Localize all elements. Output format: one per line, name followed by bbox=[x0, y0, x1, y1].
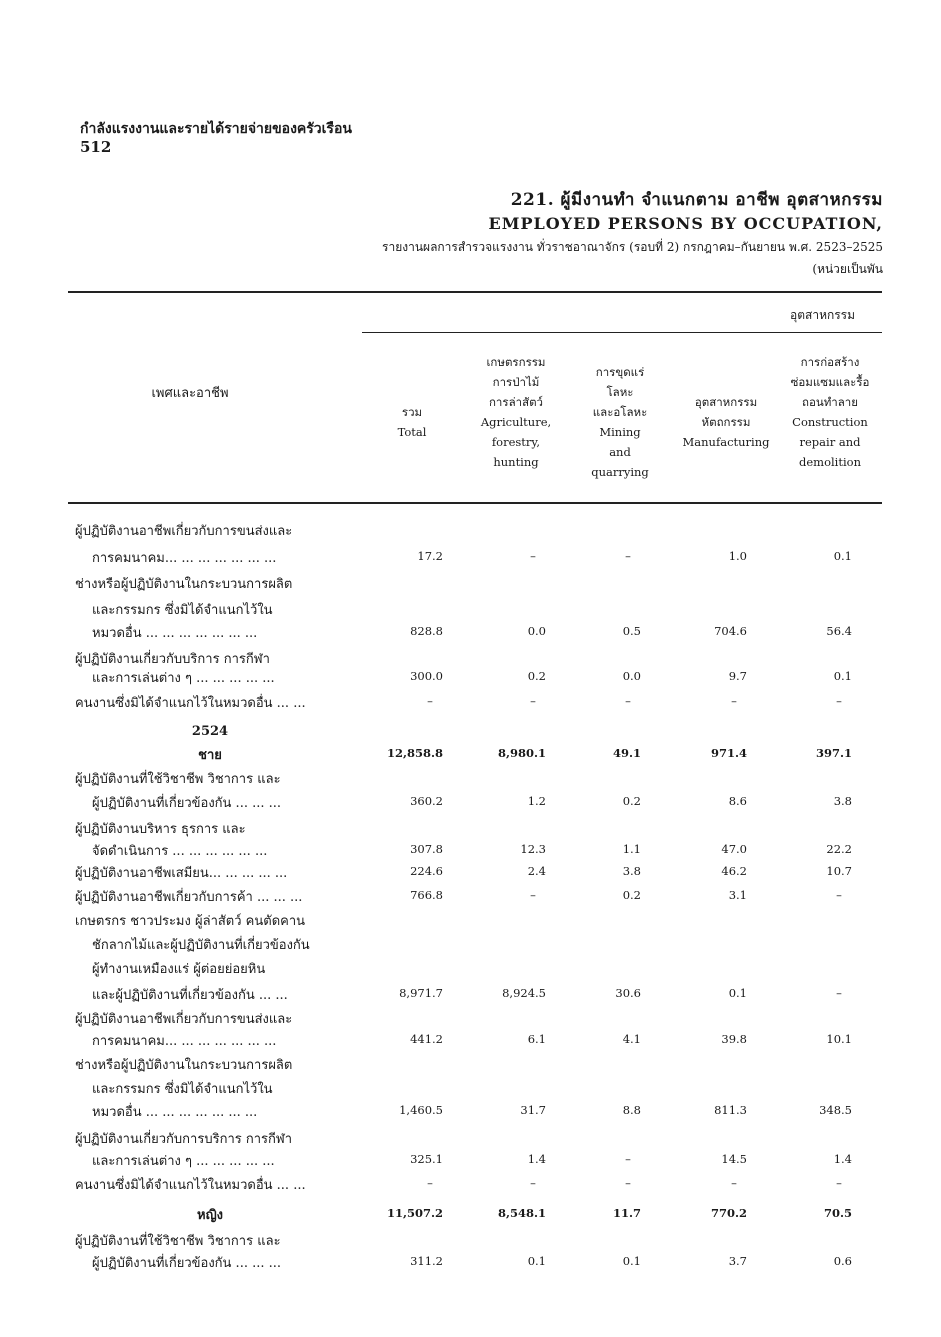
column-header-line: และอโลหะ bbox=[592, 405, 648, 419]
cell-mining: 0.5 bbox=[622, 624, 641, 638]
row-label: ผู้ปฏิบัติงานอาชีพเกี่ยวกับการขนส่งและ bbox=[75, 1012, 293, 1027]
cell-constr: 1.4 bbox=[833, 1152, 852, 1166]
cell-agri: – bbox=[530, 549, 536, 563]
cell-mining: – bbox=[625, 694, 631, 708]
row-label: ผู้ปฏิบัติงานเกี่ยวกับบริการ การกีฬา bbox=[75, 652, 270, 667]
cell-agri: 8,924.5 bbox=[502, 986, 546, 1000]
cell-total: 1,460.5 bbox=[399, 1103, 443, 1117]
cell-mining: 30.6 bbox=[615, 986, 641, 1000]
cell-total: – bbox=[427, 1176, 433, 1190]
row-label: หมวดอื่น ... ... ... ... ... ... ... bbox=[92, 1105, 258, 1120]
cell-agri: – bbox=[530, 1176, 536, 1190]
column-header-line: Construction bbox=[792, 415, 868, 429]
cell-agri: – bbox=[530, 694, 536, 708]
cell-total: 441.2 bbox=[410, 1032, 443, 1046]
cell-manuf: 0.1 bbox=[728, 986, 747, 1000]
row-label: ผู้ทำงานเหมืองแร่ ผู้ต่อยย่อยหิน bbox=[92, 962, 266, 977]
header-bottom-rule bbox=[68, 502, 882, 504]
cell-mining: – bbox=[625, 1152, 631, 1166]
cell-mining: 4.1 bbox=[622, 1032, 641, 1046]
row-label: และการเล่นต่าง ๆ ... ... ... ... ... bbox=[92, 671, 275, 686]
cell-mining: 0.1 bbox=[622, 1254, 641, 1268]
row-label: ผู้ปฏิบัติงานเกี่ยวกับการบริการ การกีฬา bbox=[75, 1132, 293, 1147]
cell-total: 224.6 bbox=[410, 864, 443, 878]
cell-constr: 0.6 bbox=[833, 1254, 852, 1268]
cell-constr: 10.7 bbox=[826, 864, 852, 878]
cell-agri: 31.7 bbox=[520, 1103, 546, 1117]
column-header-line: การก่อสร้าง bbox=[800, 355, 860, 369]
cell-total: 300.0 bbox=[410, 669, 443, 683]
cell-agri: 0.2 bbox=[527, 669, 546, 683]
cell-manuf: – bbox=[731, 1176, 737, 1190]
page-number: 512 bbox=[80, 138, 112, 156]
column-header-line: demolition bbox=[799, 455, 861, 469]
row-label: และการเล่นต่าง ๆ ... ... ... ... ... bbox=[92, 1154, 275, 1169]
cell-total: 12,858.8 bbox=[386, 746, 443, 760]
cell-total: – bbox=[427, 694, 433, 708]
section-label: ชาย bbox=[198, 748, 222, 763]
cell-constr: – bbox=[836, 888, 842, 902]
running-header: กำลังแรงงานและรายได้รายจ่ายของครัวเรือน bbox=[80, 121, 352, 137]
row-label: ผู้ปฏิบัติงานที่ใช้วิชาชีพ วิชาการ และ bbox=[75, 1234, 281, 1249]
column-header-line: รวม bbox=[401, 405, 423, 419]
cell-constr: 348.5 bbox=[819, 1103, 852, 1117]
column-header-total bbox=[372, 402, 452, 442]
cell-agri: 6.1 bbox=[527, 1032, 546, 1046]
column-header-line: Manufacturing bbox=[682, 435, 770, 449]
column-header-line: เกษตรกรรม bbox=[486, 355, 546, 369]
cell-manuf: – bbox=[731, 694, 737, 708]
cell-agri: 1.2 bbox=[527, 794, 546, 808]
cell-manuf: 8.6 bbox=[728, 794, 747, 808]
cell-manuf: 704.6 bbox=[714, 624, 747, 638]
top-rule bbox=[68, 291, 882, 293]
column-header-line: hunting bbox=[493, 455, 539, 469]
cell-agri: – bbox=[530, 888, 536, 902]
cell-mining: – bbox=[625, 549, 631, 563]
cell-mining: – bbox=[625, 1176, 631, 1190]
row-label: ผู้ปฏิบัติงานอาชีพเกี่ยวกับการค้า ... ... ... bbox=[75, 890, 303, 905]
cell-mining: 11.7 bbox=[612, 1206, 641, 1220]
cell-agri: 1.4 bbox=[527, 1152, 546, 1166]
cell-constr: 397.1 bbox=[815, 746, 852, 760]
column-header-label bbox=[100, 384, 280, 404]
cell-agri: 0.0 bbox=[527, 624, 546, 638]
column-header-line: การล่าสัตว์ bbox=[488, 395, 544, 409]
column-header-line: หัตถกรรม bbox=[701, 415, 751, 429]
cell-manuf: 770.2 bbox=[710, 1206, 747, 1220]
table-title-thai: 221. ผู้มีงานทำ จำแนกตาม อาชีพ อุตสาหกรรม bbox=[510, 190, 883, 210]
row-label: ช่างหรือผู้ปฏิบัติงานในกระบวนการผลิต bbox=[75, 577, 293, 592]
row-label: การคมนาคม... ... ... ... ... ... ... bbox=[92, 551, 277, 566]
row-label: คนงานซึ่งมิได้จำแนกไว้ในหมวดอื่น ... ... bbox=[75, 696, 306, 711]
row-label: และกรรมกร ซึ่งมิได้จำแนกไว้ใน bbox=[92, 603, 273, 618]
cell-total: 307.8 bbox=[410, 842, 443, 856]
table-title-english: EMPLOYED PERSONS BY OCCUPATION, bbox=[488, 214, 883, 233]
row-label: ช่างหรือผู้ปฏิบัติงานในกระบวนการผลิต bbox=[75, 1058, 293, 1073]
column-header-line: ถอนทำลาย bbox=[801, 395, 858, 409]
row-label: ชักลากไม้และผู้ปฏิบัติงานที่เกี่ยวข้องกัน bbox=[92, 938, 310, 953]
cell-mining: 0.2 bbox=[622, 794, 641, 808]
column-header-line: and bbox=[609, 445, 631, 459]
cell-manuf: 811.3 bbox=[714, 1103, 747, 1117]
cell-agri: 0.1 bbox=[527, 1254, 546, 1268]
cell-mining: 49.1 bbox=[612, 746, 641, 760]
column-header-line: ซ่อมแซมและรื้อ bbox=[790, 375, 870, 389]
row-label: และกรรมกร ซึ่งมิได้จำแนกไว้ใน bbox=[92, 1082, 273, 1097]
section-label: หญิง bbox=[197, 1208, 223, 1223]
group-rule bbox=[362, 332, 882, 333]
cell-total: 325.1 bbox=[410, 1152, 443, 1166]
cell-total: 17.2 bbox=[417, 549, 443, 563]
row-label: ผู้ปฏิบัติงานที่เกี่ยวข้องกัน ... ... ... bbox=[92, 1256, 282, 1271]
cell-agri: 12.3 bbox=[520, 842, 546, 856]
column-header-line: โลหะ bbox=[606, 385, 634, 399]
row-label: ผู้ปฏิบัติงานที่เกี่ยวข้องกัน ... ... ... bbox=[92, 796, 282, 811]
cell-manuf: 3.1 bbox=[728, 888, 747, 902]
cell-constr: 22.2 bbox=[826, 842, 852, 856]
cell-constr: 10.1 bbox=[826, 1032, 852, 1046]
column-header-line: เพศและอาชีพ bbox=[151, 386, 229, 401]
cell-manuf: 9.7 bbox=[728, 669, 747, 683]
row-label: ผู้ปฏิบัติงานบริหาร ธุรการ และ bbox=[75, 822, 246, 837]
cell-agri: 2.4 bbox=[527, 864, 546, 878]
cell-manuf: 3.7 bbox=[728, 1254, 747, 1268]
column-header-agri bbox=[466, 352, 566, 472]
cell-mining: 3.8 bbox=[622, 864, 641, 878]
cell-manuf: 39.8 bbox=[721, 1032, 747, 1046]
cell-manuf: 14.5 bbox=[721, 1152, 747, 1166]
cell-constr: – bbox=[836, 986, 842, 1000]
unit-note: (หน่วยเป็นพัน bbox=[812, 262, 883, 276]
column-header-line: Total bbox=[397, 425, 427, 439]
cell-manuf: 971.4 bbox=[710, 746, 747, 760]
column-header-line: การป่าไม้ bbox=[492, 375, 540, 389]
column-header-line: อุตสาหกรรม bbox=[694, 395, 758, 409]
cell-mining: 8.8 bbox=[622, 1103, 641, 1117]
row-label: คนงานซึ่งมิได้จำแนกไว้ในหมวดอื่น ... ... bbox=[75, 1178, 306, 1193]
column-header-line: repair and bbox=[799, 435, 861, 449]
cell-constr: 0.1 bbox=[833, 669, 852, 683]
column-header-mining bbox=[574, 362, 666, 482]
table-subtitle: รายงานผลการสำรวจแรงงาน ทั่วราชอาณาจักร (รอบที่ 2) กรกฎาคม–กันยายน พ.ศ. 2523–2525 bbox=[382, 240, 883, 254]
cell-total: 766.8 bbox=[410, 888, 443, 902]
cell-total: 8,971.7 bbox=[399, 986, 443, 1000]
cell-constr: – bbox=[836, 694, 842, 708]
section-label: 2524 bbox=[191, 724, 229, 739]
industry-group-header: อุตสาหกรรม bbox=[790, 308, 856, 322]
cell-mining: 0.0 bbox=[622, 669, 641, 683]
row-label: ผู้ปฏิบัติงานอาชีพเกี่ยวกับการขนส่งและ bbox=[75, 524, 293, 539]
column-header-line: forestry, bbox=[491, 435, 541, 449]
cell-constr: 56.4 bbox=[826, 624, 852, 638]
cell-constr: 70.5 bbox=[823, 1206, 852, 1220]
cell-total: 311.2 bbox=[410, 1254, 443, 1268]
cell-constr: 0.1 bbox=[833, 549, 852, 563]
row-label: และผู้ปฏิบัติงานที่เกี่ยวข้องกัน ... ... bbox=[92, 988, 288, 1003]
cell-total: 828.8 bbox=[410, 624, 443, 638]
row-label: ผู้ปฏิบัติงานอาชีพเสมียน... ... ... ... ... bbox=[75, 866, 288, 881]
cell-mining: 0.2 bbox=[622, 888, 641, 902]
cell-constr: 3.8 bbox=[833, 794, 852, 808]
cell-manuf: 46.2 bbox=[721, 864, 747, 878]
cell-manuf: 1.0 bbox=[728, 549, 747, 563]
cell-agri: 8,980.1 bbox=[497, 746, 546, 760]
cell-mining: 1.1 bbox=[622, 842, 641, 856]
row-label: หมวดอื่น ... ... ... ... ... ... ... bbox=[92, 626, 258, 641]
row-label: เกษตรกร ชาวประมง ผู้ล่าสัตว์ คนตัดคาน bbox=[75, 914, 306, 929]
cell-agri: 8,548.1 bbox=[497, 1206, 546, 1220]
column-header-line: Mining bbox=[599, 425, 641, 439]
row-label: ผู้ปฏิบัติงานที่ใช้วิชาชีพ วิชาการ และ bbox=[75, 772, 281, 787]
column-header-line: Agriculture, bbox=[480, 415, 552, 429]
cell-manuf: 47.0 bbox=[721, 842, 747, 856]
cell-constr: – bbox=[836, 1176, 842, 1190]
cell-total: 360.2 bbox=[410, 794, 443, 808]
column-header-line: การขุดแร่ bbox=[595, 365, 645, 379]
cell-total: 11,507.2 bbox=[386, 1206, 443, 1220]
column-header-manuf bbox=[674, 392, 778, 452]
row-label: การคมนาคม... ... ... ... ... ... ... bbox=[92, 1034, 277, 1049]
column-header-line: quarrying bbox=[591, 465, 649, 479]
column-header-constr bbox=[782, 352, 878, 472]
row-label: จัดดำเนินการ ... ... ... ... ... ... bbox=[92, 844, 268, 859]
